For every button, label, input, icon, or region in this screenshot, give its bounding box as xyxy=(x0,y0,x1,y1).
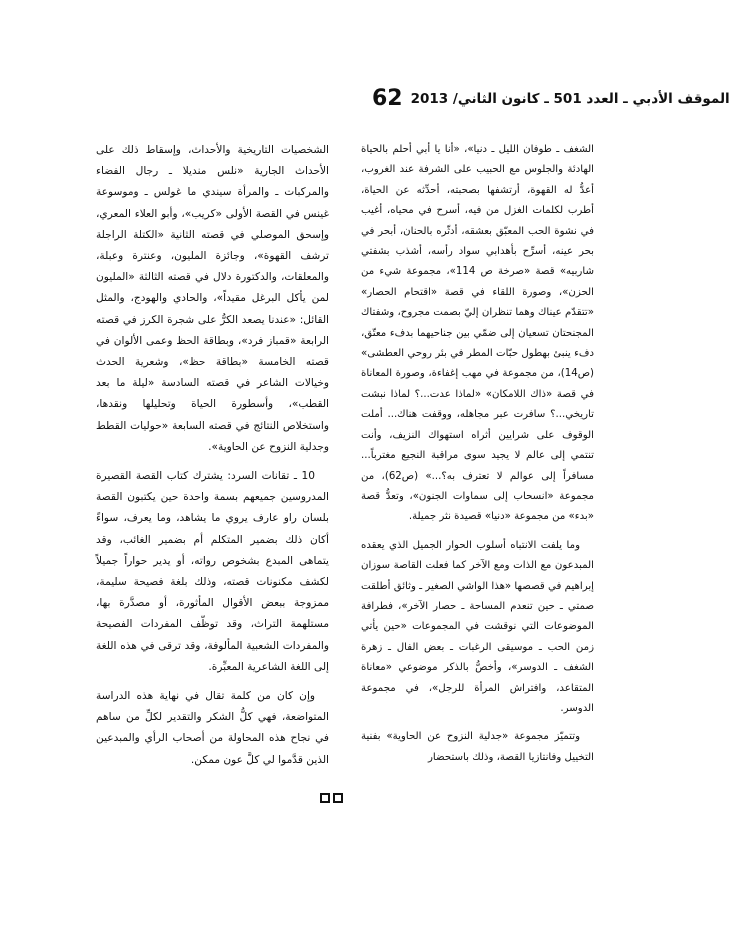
end-of-article-mark xyxy=(318,793,344,805)
paragraph: وتتميّز مجموعة «جدلية النزوح عن الحاوية» بفنية التخييل وفانتازيا القصة، وذلك باستحضار xyxy=(361,731,594,763)
issue-info: الموقف الأدبي ـ العدد 501 ـ كانون الثاني/ 2013 xyxy=(410,91,730,107)
right-column xyxy=(361,140,594,776)
paragraph: وما يلفت الانتباه أسلوب الحوار الجميل الذي يعقده المبدعون مع الذات ومع الآخر كما فعلت القاصة سوزان إبراهيم في قصصها «هذا الواشي الصغير ـ وثائق أطلقت صمتي ـ حين تنعدم المساحة ـ حصار الآخر»، فطرافة الموضوعات التي نوقشت في المجموعات «حين يأتي زمن الحب ـ موسيقى الرغبات ـ بعض الفال ـ زهرة الشغف ـ الدوسر»، وأخصُّ بالذكر موضوعي «معاناة المتقاعد، وافتراش المرأة للرجل»، في مجموعة الدوسر. xyxy=(361,539,594,714)
square-icon xyxy=(333,793,343,803)
paragraph: 10 ـ تقانات السرد: يشترك كتاب القصة القصيرة المدروسين جميعهم بسمة واحدة حين يكتبون القصة بلسان راو عارف يروي ما يشاهد، وما يعرف، سواءً أكان ذلك بضمير المتكلم أم بضمير الغائب، وقد يتماهى المبدع بشخوص رواته، أو يدير حواراً جميلاً لكشف مكنونات قصته، وذلك بلغة فصيحة سليمة، ممزوجة ببعض الأقوال المأثورة، أو مصدَّرة بها، مستلهمة التراث، وقد توظّف المفردات الفصيحة والمفردات الشعبية المألوفة، وقد ترقى في هذه اللغة إلى اللغة الشاعرية المعبِّرة. xyxy=(96,470,329,673)
page-number: 62 xyxy=(372,86,403,111)
square-icon xyxy=(320,793,330,803)
paragraph: الشخصيات التاريخية والأحداث، وإسقاط ذلك على الأحداث الجارية «نلس منديلا ـ رجال الفضاء والمركبات ـ والمرأة سيندي ما غولس ـ وموسوعة غينس في القصة الأولى «كريب»، وأبو العلاء المعري، وإسحق الموصلي في قصته الثانية «الكتلة الراجلة ترشف القهوة»، وجائزة المليون، وعنترة وعبلة، والمعلقات، والدكتورة دلال في قصته الثالثة «المليون لمن يأكل البرغل مقيداً»، والحادي والهودج، والمثل القائل: «عندنا يصعد الكرُّ على شجرة الكرز في قصته الرابعة «قمباز فرد»، وبطاقة الحظ وعمى الألوان في قصته الخامسة «بطاقة حظ»، وشعرية الحدث وخيالات الشاعر في قصته السادسة «ليلة ما بعد القطب»، وأسطورة الحياة وتحليلها ونقدها، واستخلاص النتائج في قصته السابعة «حوليات القطط وجدلية النزوح عن الحاوية». xyxy=(96,144,329,453)
page-header xyxy=(372,86,730,112)
left-column xyxy=(96,140,329,779)
paragraph: الشغف ـ طوفان الليل ـ دنيا»، «أنا يا أبي أحلم بالحياة الهادئة والجلوس مع الحبيب على الشرفة عند الغروب، أعدُّ له القهوة، أرتشفها بصحبته، أحدِّثه عن الحياة، أطرب لكلمات الغزل من فيه، أسرح في محياه، أغيب في نشوة الحب المعبّق بعشقه، أدثّره بالحنان، أبحر في بحر عينه، أسرِّح بأهدابي سواد رأسه، أشذب بشفتي شاربيه» قصة «صرخة ص 114»، مجموعة شيء من الحزن»، وصورة اللقاء في قصة «اقتحام الحصار» «تتقدّم عيناك وهما تنظران إليّ بصمت مجروح، وشفتاك المجنحتان تسعيان إلى ضمّي بين جناحيهما بدفء معتّق، دفء ينبئ بهطول حبّات المطر في بئر روحي العطشى» (ص14)، من مجموعة في مهب إغفاءة، وصورة المعاناة في قصة «ذاك اللامكان» «لماذا عدت...؟ لماذا نبشت تاريخي...؟ سافرت عبر مجاهله، ووقفت هناك... أملت الوقوف على شرايين أثراه استهواك النزيف، وأنت تنتمي إلى عالم لا يجيد سوى مراقبة النجيع مغترباً... مسافراً إلى عوالم لا تعترف به؟...» (ص62)، من مجموعة «انسحاب إلى سماوات الجنون»، وتعدُّ قصة «بدء» من مجموعة «دنيا» قصيدة نثر جميلة. xyxy=(361,144,594,523)
paragraph: وإن كان من كلمة تقال في نهاية هذه الدراسة المتواضعة، فهي كلُّ الشكر والتقدير لكلِّ من ساهم في نجاح هذه المحاولة من أصحاب الرأي والمبدعين الذين قدَّموا لي كلَّ عون ممكن. xyxy=(96,690,329,766)
